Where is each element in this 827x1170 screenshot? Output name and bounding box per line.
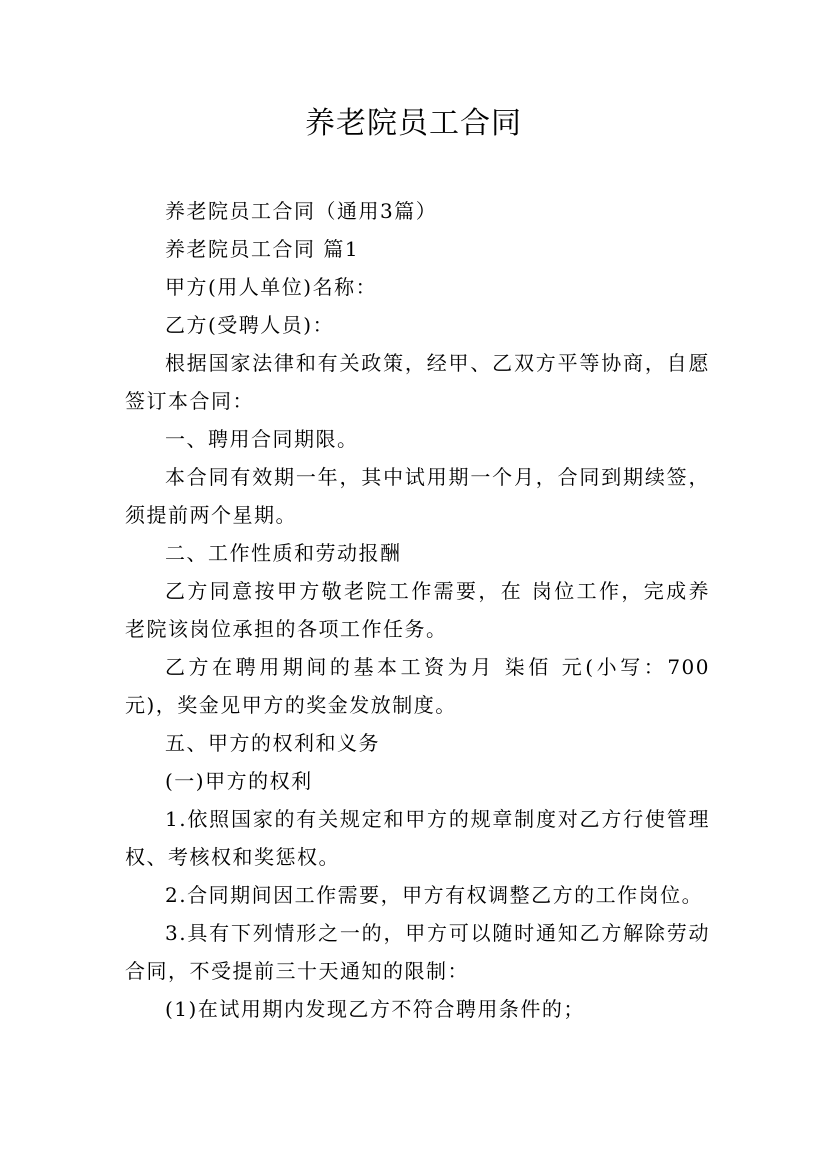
paragraph-clause-1-text: 本合同有效期一年，其中试用期一个月，合同到期续签，须提前两个星期。 xyxy=(125,465,710,527)
paragraph-party-b: 乙方(受聘人员)： xyxy=(165,313,335,337)
paragraph-clause-5-heading: 五、甲方的权利和义务 xyxy=(165,731,380,755)
paragraph-clause-2-text-b: 乙方在聘用期间的基本工资为月 柒佰 元(小写：700元)，奖金见甲方的奖金发放制度。 xyxy=(125,655,710,717)
paragraph-preamble: 根据国家法律和有关政策，经甲、乙双方平等协商，自愿签订本合同： xyxy=(125,351,710,413)
paragraph-right-3: 3.具有下列情形之一的，甲方可以随时通知乙方解除劳动合同，不受提前三十天通知的限制： xyxy=(125,921,710,983)
paragraph-party-a: 甲方(用人单位)名称： xyxy=(165,275,378,299)
paragraph-section-heading: 养老院员工合同 篇1 xyxy=(165,237,360,261)
document-title: 养老院员工合同 xyxy=(305,106,522,141)
paragraph-clause-2-heading: 二、工作性质和劳动报酬 xyxy=(165,541,402,565)
paragraph-intro-title: 养老院员工合同（通用3篇） xyxy=(165,199,438,223)
paragraph-right-1: 1.依照国家的有关规定和甲方的规章制度对乙方行使管理权、考核权和奖惩权。 xyxy=(125,807,710,869)
paragraph-right-2: 2.合同期间因工作需要，甲方有权调整乙方的工作岗位。 xyxy=(165,883,704,907)
paragraph-right-3-item-1: (1)在试用期内发现乙方不符合聘用条件的； xyxy=(165,997,585,1021)
paragraph-clause-1-heading: 一、聘用合同期限。 xyxy=(165,427,359,451)
paragraph-subheading-rights: (一)甲方的权利 xyxy=(165,769,313,793)
document-body xyxy=(125,192,710,1028)
paragraph-clause-2-text-a: 乙方同意按甲方敬老院工作需要，在 岗位工作，完成养老院该岗位承担的各项工作任务。 xyxy=(125,579,710,641)
